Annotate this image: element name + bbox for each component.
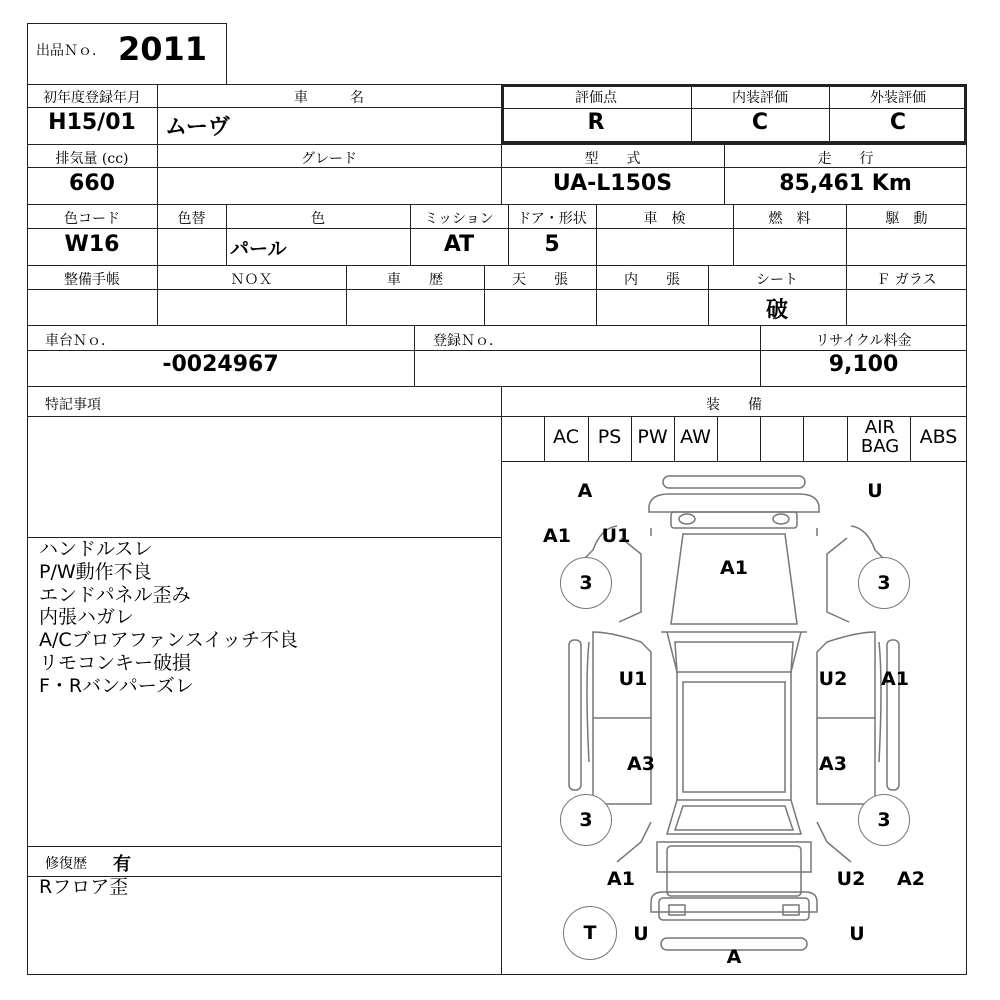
color-code-label: 色コード: [64, 211, 120, 227]
roof-lining-label: 天 張: [512, 272, 568, 288]
model-value: UA-L150S: [552, 171, 673, 196]
grid-line: [27, 386, 967, 387]
doors-label: ドア・形状: [517, 211, 587, 227]
grid-line: [847, 416, 848, 461]
seat-value: 破: [765, 298, 788, 323]
seat-label: シート: [756, 272, 798, 288]
repair-history-value: 有: [113, 854, 131, 875]
displacement-value: 660: [69, 171, 115, 196]
recycle-fee-label: リサイクル料金: [815, 333, 912, 349]
damage-rear-right-u2: U2: [836, 868, 866, 890]
damage-wheel-front-right: 3: [858, 557, 910, 609]
inspection-label: 車 検: [643, 211, 686, 227]
damage-right-rear-door: A3: [819, 753, 847, 775]
transmission-value: AT: [443, 232, 475, 257]
damage-front-right: U: [867, 480, 883, 502]
equipment-item-ps: PS: [597, 426, 622, 448]
damage-left-door: U1: [618, 668, 648, 690]
repair-detail: Rフロア歪: [39, 876, 129, 898]
repair-history-label: 修復歴: [45, 856, 87, 872]
damage-front-left-fender-a1: A1: [543, 525, 571, 547]
grid-line: [27, 144, 967, 145]
equipment-label: 装 備: [706, 397, 762, 413]
grid-line: [414, 325, 415, 386]
equipment-item-abs: ABS: [919, 426, 958, 448]
recycle-fee-value: 9,100: [828, 352, 899, 377]
grid-line: [803, 416, 804, 461]
service-record-label: 整備手帳: [64, 272, 120, 288]
grid-line: [717, 416, 718, 461]
damage-spare-tire: T: [563, 906, 617, 960]
damage-rear-right-u: U: [849, 923, 865, 945]
score-label: 評価点: [575, 90, 617, 106]
grid-line: [27, 289, 967, 290]
chassis-no-value: -0024967: [162, 352, 279, 377]
equipment-item-airbag: AIR BAG: [860, 417, 900, 457]
exterior-grade-label: 外装評価: [870, 90, 926, 106]
grid-line: [760, 416, 761, 461]
car-name-label: 車 名: [294, 90, 364, 106]
exterior-grade-value: C: [889, 110, 907, 135]
interior-grade-label: 内装評価: [732, 90, 788, 106]
equipment-item-ac: AC: [553, 426, 579, 448]
damage-rear-bumper: A: [726, 946, 742, 968]
remark-line: 内張ハガレ: [39, 606, 135, 629]
equipment-item-aw: AW: [680, 426, 711, 448]
fuel-label: 燃 料: [768, 211, 811, 227]
doors-value: 5: [544, 232, 560, 257]
damage-right-side: A1: [881, 668, 909, 690]
damage-right-door: U2: [818, 668, 848, 690]
grid-line: [27, 325, 967, 326]
history-label: 車 歴: [387, 272, 443, 288]
damage-front-left-fender-u1: U1: [601, 525, 631, 547]
grid-line: [27, 228, 967, 229]
remarks-list: [39, 538, 298, 698]
model-label: 型 式: [584, 151, 641, 167]
front-glass-label: Ｆ ガラス: [876, 272, 937, 288]
first-reg-label: 初年度登録年月: [43, 90, 141, 106]
registration-no-label: 登録Ｎｏ．: [433, 333, 503, 349]
interior-trim-label: 内 張: [624, 272, 680, 288]
color-label: 色: [311, 211, 325, 227]
transmission-label: ミッション: [424, 211, 494, 227]
score-value: R: [587, 110, 605, 135]
damage-wheel-front-left: 3: [560, 557, 612, 609]
mileage-label: 走 行: [817, 151, 874, 167]
drive-label: 駆 動: [885, 211, 928, 227]
grade-label: グレード: [301, 151, 357, 167]
first-reg-value: H15/01: [48, 110, 136, 135]
damage-wheel-rear-right: 3: [858, 794, 910, 846]
damage-rear-left: A1: [607, 868, 635, 890]
grid-line: [27, 265, 967, 266]
damage-rear-left-u: U: [633, 923, 649, 945]
color-value: パール: [230, 238, 287, 260]
remarks-label: 特記事項: [45, 397, 101, 413]
damage-hood: A1: [720, 557, 748, 579]
remark-line: ハンドルスレ: [39, 538, 153, 560]
grid-line: [27, 107, 501, 108]
damage-front-bumper: A: [577, 480, 593, 502]
damage-rear-right-a2: A2: [897, 868, 925, 890]
displacement-label: 排気量 (cc): [55, 151, 129, 167]
color-code-value: W16: [64, 232, 120, 257]
nox-label: ＮＯＸ: [230, 272, 273, 288]
remark-line: エンドパネル歪み: [39, 583, 191, 606]
remark-line: P/W動作不良: [39, 560, 152, 583]
chassis-no-label: 車台Ｎｏ．: [45, 333, 115, 349]
lot-number: 2011: [118, 30, 208, 68]
repaint-label: 色替: [177, 211, 206, 227]
grid-line: [27, 846, 501, 847]
remark-line: A/Cブロアファンスイッチ不良: [39, 629, 298, 652]
damage-wheel-rear-left: 3: [560, 794, 612, 846]
remark-line: リモコンキー破損: [39, 651, 192, 674]
damage-left-rear-door: A3: [627, 753, 655, 775]
mileage-value: 85,461 Km: [779, 171, 912, 196]
lot-label: 出品Ｎｏ．: [36, 43, 106, 59]
remark-line: F・Rバンパーズレ: [39, 674, 194, 697]
equipment-item-pw: PW: [637, 426, 668, 448]
grid-line: [27, 416, 967, 417]
grid-line: [27, 350, 967, 351]
grid-line: [27, 204, 967, 205]
interior-grade-value: C: [751, 110, 769, 135]
car-name-value: ムーヴ: [165, 115, 230, 140]
